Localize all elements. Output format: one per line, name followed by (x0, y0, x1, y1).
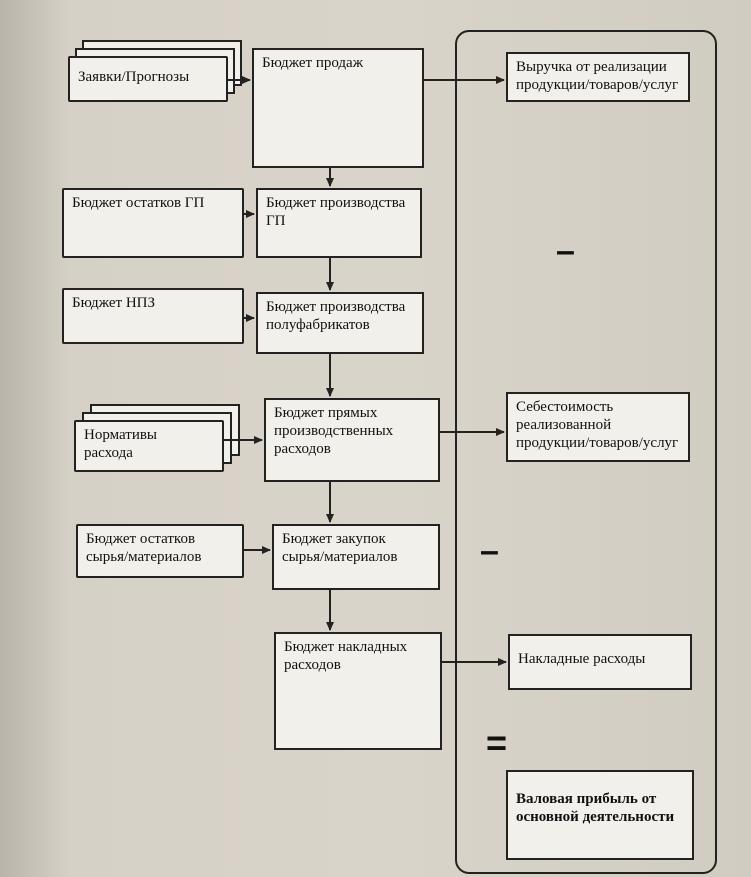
revenue-line1: Выручка от реализации (516, 59, 667, 75)
production-line1: Бюджет производства (266, 195, 406, 211)
direct-line1: Бюджет прямых (274, 405, 378, 421)
minus-sign-1: – (556, 232, 575, 270)
semi-line2: полуфабрикатов (266, 317, 370, 333)
purchase-line2: сырья/материалов (282, 549, 398, 565)
overhead-line2: расходов (284, 657, 341, 673)
minus-sign-2: – (480, 532, 499, 570)
profit-line2: основной деятельности (516, 809, 675, 825)
fg-stock-label: Бюджет остатков ГП (72, 195, 205, 211)
cost-line2: реализованной (516, 417, 612, 433)
cost-line3: продукции/товаров/услуг (516, 435, 679, 451)
overhead-result-label: Накладные расходы (518, 651, 646, 667)
revenue-line2: продукции/товаров/услуг (516, 77, 679, 93)
requests-label: Заявки/Прогнозы (78, 69, 190, 85)
sales-budget-label: Бюджет продаж (262, 55, 364, 71)
raw-stock-line2: сырья/материалов (86, 549, 202, 565)
profit-line1: Валовая прибыль от (516, 791, 657, 807)
semi-line1: Бюджет производства (266, 299, 406, 315)
equals-sign: = (486, 722, 508, 763)
norms-label-line2: расхода (84, 445, 133, 461)
wip-label: Бюджет НПЗ (72, 295, 155, 311)
norms-label-line1: Нормативы (84, 427, 158, 443)
direct-line3: расходов (274, 441, 331, 457)
direct-line2: производственных (274, 423, 394, 439)
production-line2: ГП (266, 213, 286, 229)
purchase-line1: Бюджет закупок (282, 531, 386, 547)
overhead-line1: Бюджет накладных (284, 639, 408, 655)
raw-stock-line1: Бюджет остатков (86, 531, 196, 547)
cost-line1: Себестоимость (516, 399, 614, 415)
